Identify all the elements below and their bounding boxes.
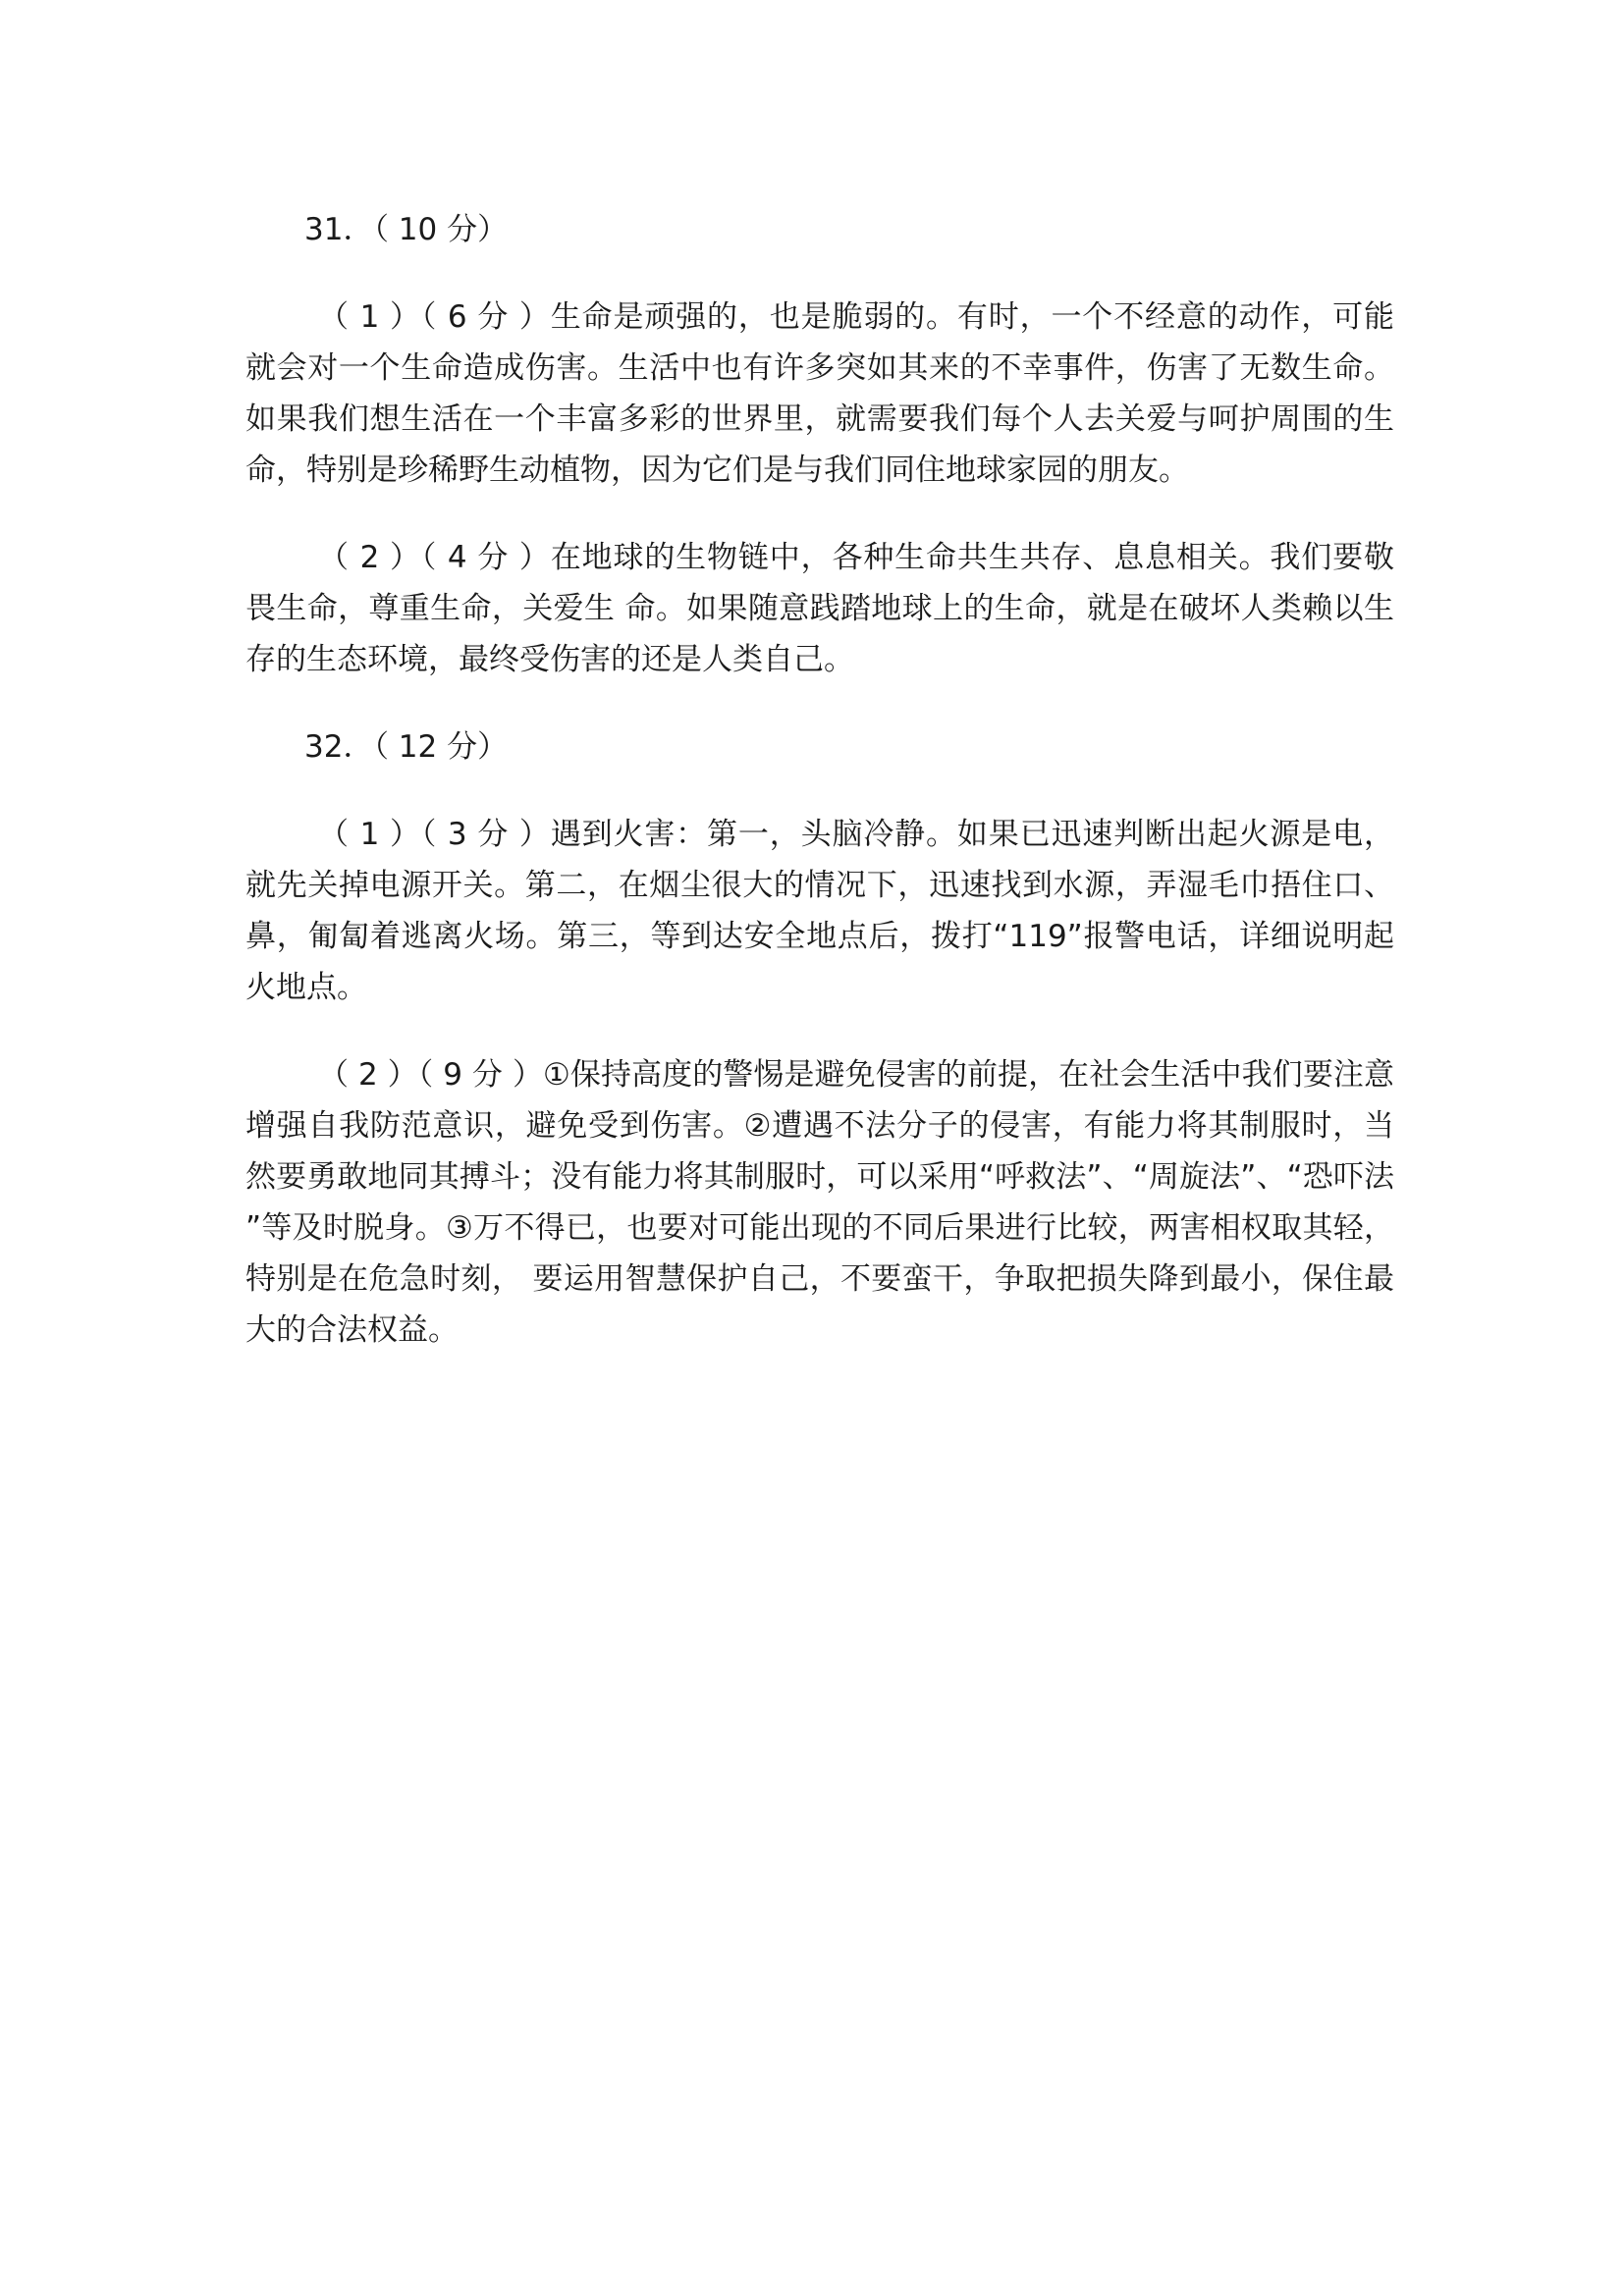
question-32-part-2: （ 2 ）（ 9 分 ）①保持高度的警惕是避免侵害的前提，在社会生活中我们要注意增强自我防范意识，避免受到伤害。②遭遇不法分子的侵害，有能力将其制服时，当然要勇敢地同其搏斗；没有能力将其制服时，可以采用“呼救法”、“周旋法”、“恐吓法 ”等及时脱身。③万不得已，也要对可能出现的不同后果进行比较，两害相权取其轻，特别是在危急时刻， 要运用智慧保护自己，不要蛮干，争取把损失降到最小，保住最大的合法权益。 bbox=[245, 1057, 1394, 1348]
question-31-part-2: （ 2 ）（ 4 分 ）在地球的生物链中，各种生命共生共存、息息相关。我们要敬畏生命，尊重生命，关爱生 命。如果随意践踏地球上的生命，就是在破坏人类赖以生存的生态环境，最终受伤害的还是人类自己。 bbox=[245, 540, 1394, 677]
answer-document bbox=[245, 204, 1394, 1392]
question-31-heading: 31．（ 10 分） bbox=[304, 212, 509, 247]
question-31-part-1: （ 1 ）（ 6 分 ）生命是顽强的，也是脆弱的。有时，一个不经意的动作，可能就会对一个生命造成伤害。生活中也有许多突如其来的不幸事件，伤害了无数生命。如果我们想生活在一个丰富多彩的世界里，就需要我们每个人去关爱与呵护周围的生命，特别是珍稀野生动植物，因为它们是与我们同住地球家园的朋友。 bbox=[245, 299, 1394, 488]
question-32-part-1: （ 1 ）（ 3 分 ）遇到火害：第一，头脑冷静。如果已迅速判断出起火源是电，就先关掉电源开关。第二，在烟尘很大的情况下，迅速找到水源，弄湿毛巾捂住口、鼻，匍匐着逃离火场。第三，等到达安全地点后，拨打“119”报警电话，详细说明起火地点。 bbox=[245, 817, 1394, 1005]
question-32-heading: 32．（ 12 分） bbox=[304, 729, 509, 765]
